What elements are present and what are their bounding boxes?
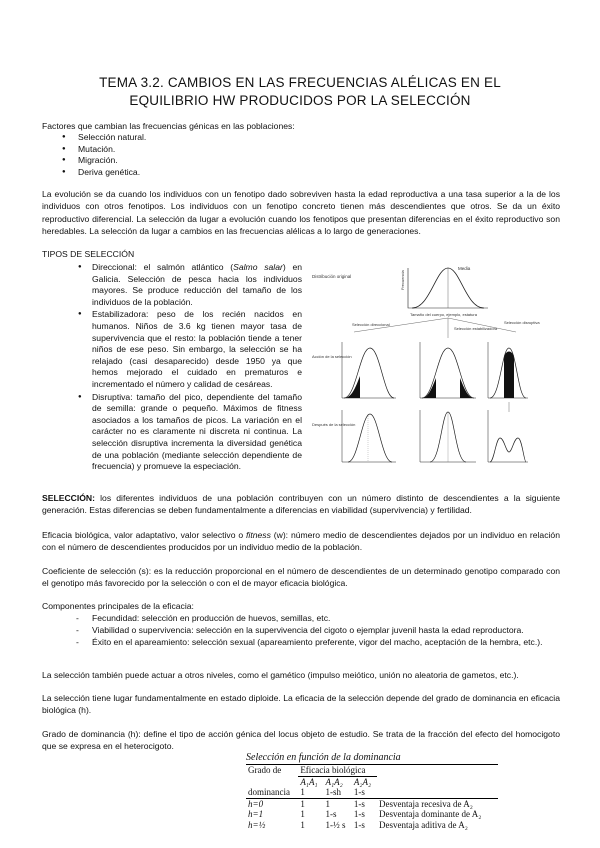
page-title: [0, 74, 600, 110]
list-item: - Fecundidad: selección en producción de huevos, semillas, etc.: [92, 613, 560, 625]
dir-species: Salmo salar: [233, 262, 283, 272]
tipo-disruptiva: ● Disruptiva: tamaño del pico, dependiente del tamaño de semilla: grande o pequeño. Máximos de fitness asociados a los tamaños de picos. La variación en el carácter no es claramente ni discreta ni continua. La selección disruptiva incrementa la diversidad genética de una población (mediante selección dependiente de frecuencia) y promueve la especiación.: [92, 392, 302, 473]
eficacia-fitness: fitness: [246, 530, 271, 540]
table-col-3: A₂A₂: [353, 776, 372, 787]
fig-est-axes: [420, 342, 476, 398]
table: [246, 765, 498, 830]
dominancia-paragraph: Grado de dominancia (h): define el tipo de acción génica del locus objeto de estudio. Se trata de la fracción del efecto del homocigoto que se expresa en el heterocigoto.: [42, 729, 560, 752]
seleccion-bold: SELECCIÓN:: [42, 493, 95, 503]
fig-label-axis: Tamaño del cuerpo, ejemplo, estatura: [410, 312, 477, 317]
fig-est-shaded-right: [460, 378, 474, 398]
table-cell: 1-s: [353, 819, 365, 830]
table-head-val-3: 1-s: [352, 787, 377, 798]
fig-label-est: Selección estabilizadora: [454, 326, 498, 331]
tipo-direccional: [92, 262, 302, 308]
fig-est-curve: [422, 348, 474, 398]
list-item: ● Deriva genética.: [78, 167, 146, 179]
eficacia-paragraph: [42, 529, 560, 554]
fig-label-dist: Distribución original: [312, 274, 352, 279]
seleccion-paragraph: [42, 492, 560, 517]
table-cell: 1-s: [353, 809, 365, 819]
table-col-1: A₁A₁: [300, 776, 318, 787]
eficacia-pre: Eficacia biológica, valor adaptativo, valor selectivo o: [42, 530, 247, 540]
table-cell-desc: Desventaja aditiva de A₂: [379, 819, 468, 830]
list-item: ● Selección natural.: [78, 132, 146, 144]
tipos-heading: TIPOS DE SELECCIÓN: [42, 249, 135, 259]
fig-est-shaded-left: [422, 378, 436, 398]
table-cell: 1: [300, 809, 305, 819]
componentes-heading: Componentes principales de la eficacia:: [42, 601, 194, 611]
table-cell-desc: Desventaja dominante de A₂: [379, 809, 482, 819]
table-col-2: A₁A₂: [325, 776, 343, 787]
tipos-list: [92, 262, 302, 474]
table-cell: 1-½ s: [325, 819, 346, 830]
table-row: [246, 820, 498, 831]
componentes-list: [92, 613, 560, 648]
coeficiente-paragraph: Coeficiente de selección (s): es la reducción proporcional en el número de descendientes de un determinado genotipo comparado con el genotipo más favorecido por la selección o con el de mayor eficacia biológica.: [42, 566, 560, 589]
fig-label-dis: Selección disruptiva: [504, 320, 540, 325]
table-row-header-1: Grado de: [248, 765, 282, 775]
list-item: - Viabilidad o supervivencia: selección en la supervivencia del cigoto o ejemplar juvenil hasta la edad reproductora.: [92, 625, 560, 637]
title-line-1: TEMA 3.2. CAMBIOS EN LAS FRECUENCIAS ALÉLICAS EN EL: [99, 75, 501, 90]
niveles-paragraph: La selección también puede actuar a otros niveles, como el gamético (impulso meiótico, unión no aleatoria de gametos, etc.).: [42, 670, 519, 680]
selection-types-figure: [312, 262, 540, 468]
table-cell-desc: Desventaja recesiva de A₂: [379, 798, 473, 809]
fig-label-media: Media: [458, 266, 471, 271]
factors-heading: Factores que cambian las frecuencias génicas en las poblaciones:: [42, 121, 295, 131]
table-title: Selección en función de la dominancia: [246, 752, 498, 765]
list-item: - Éxito en el apareamiento: selección sexual (apareamiento preferente, vigor del macho, aceptación de la hembra, etc.).: [92, 637, 560, 649]
fig-dir-axes: [342, 342, 396, 398]
list-item: ● Migración.: [78, 155, 146, 167]
dir-pre: Direccional: el salmón atlántico (: [92, 262, 234, 272]
title-line-2: EQUILIBRIO HW PRODUCIDOS POR LA SELECCIÓN: [129, 93, 471, 108]
fig-dis-shaded: [504, 352, 514, 399]
table-cell: 1: [300, 819, 305, 830]
table-cell: 1-s: [353, 798, 365, 809]
table-row: [246, 809, 498, 820]
fig-label-despues: Después de la selección: [312, 422, 356, 427]
diploide-paragraph: La selección tiene lugar fundamentalmente en estado diploide. La eficacia de la selección depende del grado de dominancia en eficacia biológica (h).: [42, 693, 560, 716]
table-row-header-2: dominancia: [246, 787, 298, 798]
evolution-paragraph: La evolución se da cuando los individuos con un fenotipo dado sobreviven hasta la edad reproductiva a una tasa superior a la de los individuos con otros fenotipos. Los individuos con un fenotipo concreto tienen más descendientes que otros. Se da un éxito reproductivo diferencial. La selección da lugar a evolución cuando los fenotipos que presentan diferencias en el éxito reproductivo son heredables. La selección da lugar a cambios en las frecuencias alélicas a lo largo de generaciones.: [42, 189, 560, 237]
fig-dis-after-curve: [490, 438, 526, 462]
table-cell-h: h=1: [248, 809, 264, 819]
table-cell: 1: [325, 798, 330, 809]
list-item: ● Mutación.: [78, 144, 146, 156]
seleccion-text: los diferentes individuos de una población contribuyen con un número distinto de descendientes a la siguiente generación. Estas diferencias se deben fundamentalmente a diferencias en viabilidad (supervivencia) y fertilidad.: [42, 493, 560, 516]
table-cell: 1: [300, 798, 305, 809]
fig-dir-after-axes: [342, 410, 396, 462]
factors-list: [78, 132, 146, 178]
table-row: [246, 798, 498, 809]
table-cell-h: h=½: [248, 819, 266, 830]
fig-label-freq: Frecuencia: [400, 270, 405, 290]
tipo-estabilizadora: ● Estabilizadora: peso de los recién nacidos en humanos. Niños de 3.6 kg tienen mayor tasa de supervivencia que el resto: la población tiende a tener niños de ese peso. Sin embargo, la selección se ha relajado (casi desaparecido) desde 1950 ya que hemos mejorado el cuidado en prematuros e incrementado el número y calidad de cesáreas.: [92, 309, 302, 390]
table-cell: 1-s: [325, 809, 337, 819]
fig-label-accion: Acción de la selección: [312, 354, 352, 359]
table-head-val-2: 1-sh: [323, 787, 351, 798]
table-group-header: Eficacia biológica: [298, 765, 377, 776]
table-head-val-1: 1: [298, 787, 323, 798]
fig-label-dir: Selección direccional: [352, 322, 390, 327]
fig-dir-shaded: [344, 376, 360, 398]
dominance-table: [246, 752, 498, 830]
eficacia-post: (w): número medio de descendientes dejados por un individuo en relación con el número de descendientes producidos por un individuo medio de la población.: [42, 530, 560, 553]
table-cell-h: h=0: [248, 798, 264, 809]
dir-post: ) en Galicia. Selección de pesca hacia los individuos mayores. Se produce reducción del tamaño de los individuos de la población.: [92, 262, 303, 307]
